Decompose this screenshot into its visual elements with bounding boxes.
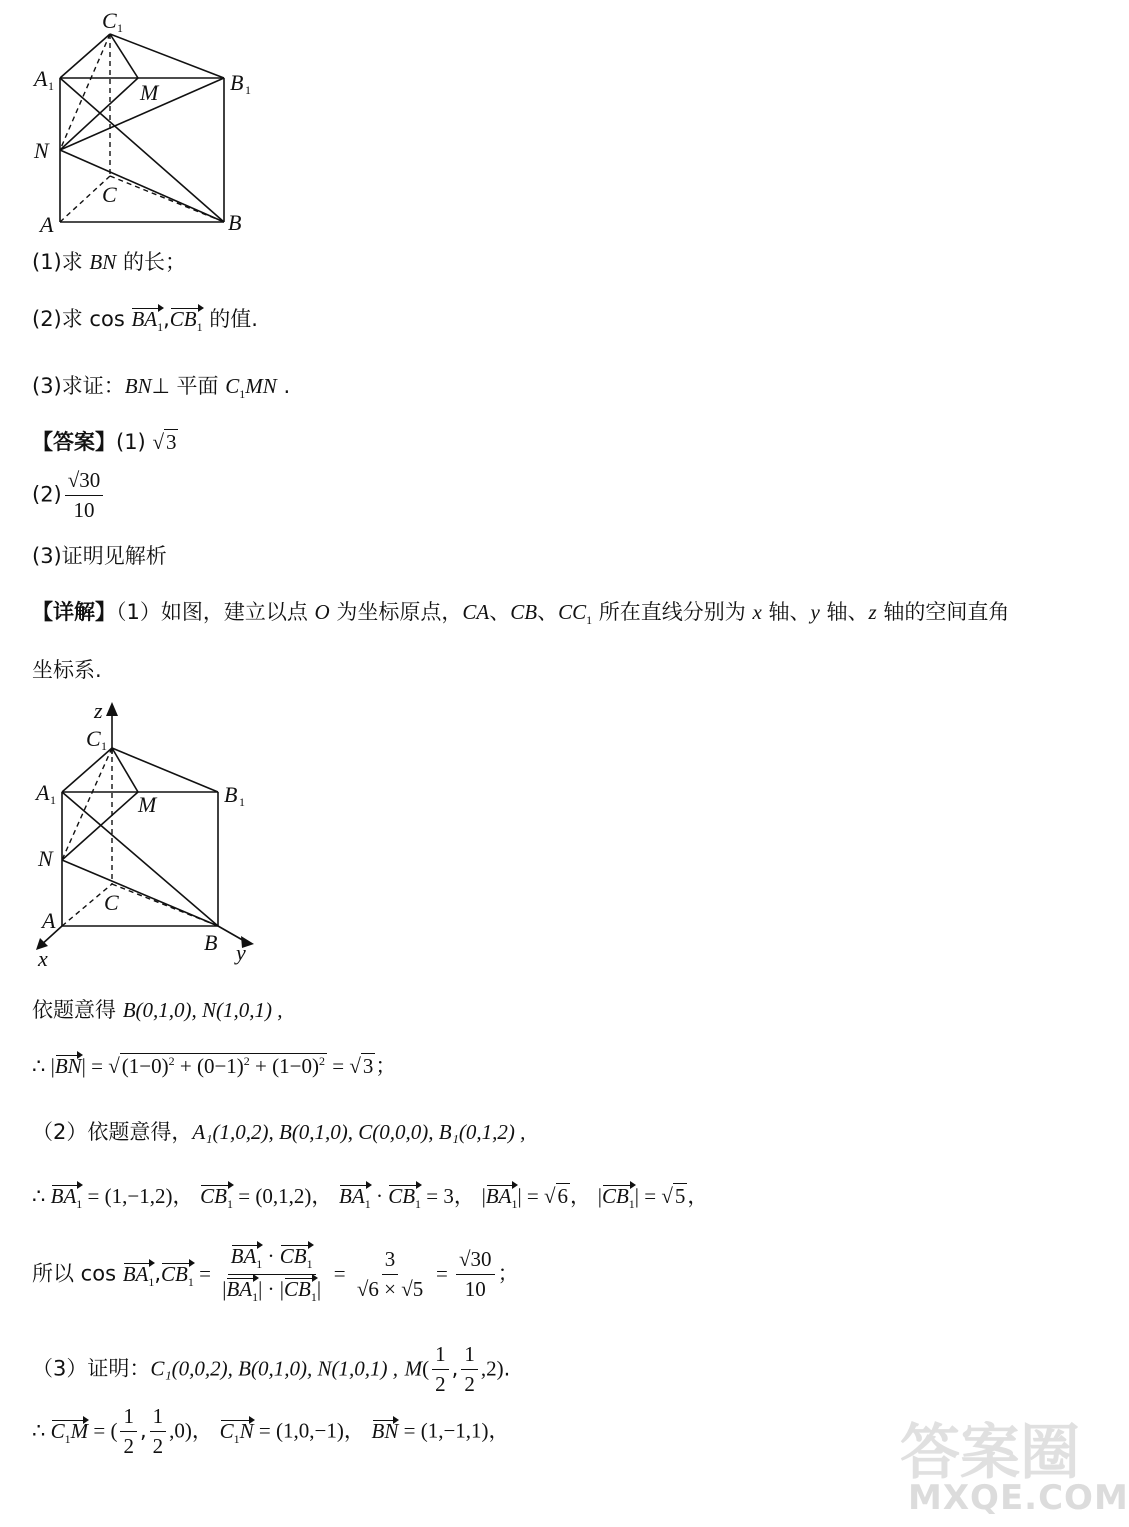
prism-figure-1 [28, 6, 308, 246]
detail-line-7: ∴ $C_1M$ = ( $\frac{1}{2}$ , $\frac{1}{2}$ ,0)， $C_1N = (1,0,-1)$， BN = (1,−1,1)， [32, 1404, 510, 1458]
detail-intro-line2-text: 坐标系. [32, 658, 102, 682]
detail-line-1 [32, 994, 283, 1024]
answer-2: (2) $\frac{√30}{10}$ [32, 468, 106, 523]
svg-text:1: 1 [245, 83, 251, 97]
line3-prefix: （2）依题意得， [32, 1120, 193, 1144]
detail-intro-e: 轴、 [819, 600, 869, 624]
answer-3 [32, 540, 167, 570]
label-C: C [102, 182, 117, 207]
label2-N: N [38, 846, 53, 871]
detail-line-3 [32, 1116, 525, 1146]
svg-text:1: 1 [50, 793, 56, 807]
label2-B: B [204, 930, 218, 955]
label2-A: A [42, 908, 56, 933]
label-B: B [228, 210, 242, 235]
axis-x: x [38, 946, 48, 971]
detail-intro-b: 为坐标原点， [329, 600, 463, 624]
question-1 [32, 246, 186, 276]
q3-var: BN [124, 374, 152, 398]
label-B1: B [230, 70, 244, 95]
answer-1: 【答案】(1) √3 [32, 430, 177, 454]
answer-3-text: (3)证明见解析 [32, 544, 167, 568]
q1-prefix: (1)求 [32, 250, 90, 274]
label2-M: M [138, 792, 157, 817]
line6-prefix: （3）证明： [32, 1356, 151, 1381]
answer-label: 【答案】 [32, 430, 116, 454]
svg-text:1: 1 [239, 795, 245, 809]
axis-y: y [236, 940, 246, 965]
answer-2-num: (2) [32, 482, 62, 507]
q3-perp: ⊥ 平面 [151, 374, 226, 398]
line6-math: C₁(0,0,2), B(0,1,0), N(1,0,1) , [150, 1356, 398, 1381]
q3-suffix: . [276, 374, 291, 398]
label-C1: C [102, 8, 117, 33]
axis-z: z [94, 698, 103, 723]
watermark-site: MXQE.COM [908, 1478, 1129, 1518]
detail-intro-c: 所在直线分别为 [592, 600, 753, 624]
q1-var: BN [89, 250, 117, 274]
svg-text:1: 1 [48, 79, 54, 93]
label2-B1: B [224, 782, 238, 807]
line1-prefix: 依题意得 [32, 998, 123, 1022]
answer-1-num: (1) [116, 430, 146, 454]
line3-math: A₁(1,0,2), B(0,1,0), C(0,0,0), B₁(0,1,2) , [192, 1120, 526, 1144]
svg-text:1: 1 [117, 21, 123, 35]
vec-BA1: $BA_1$ [131, 307, 164, 335]
line1-math: B(0,1,0), N(1,0,1) , [122, 998, 283, 1022]
detail-intro-a: （1）如图，建立以点 [116, 600, 315, 624]
label-A: A [40, 212, 54, 237]
detail-intro-f: 轴的空间直角 [876, 600, 1010, 624]
detail-line-6: （3）证明：C₁(0,0,2), B(0,1,0), N(1,0,1) , M( $\frac{1}{2}$ , $\frac{1}{2}$ ,2). [32, 1342, 511, 1396]
detail-intro: 【详解】（1）如图，建立以点 O 为坐标原点，CA、CB、$CC_1$ 所在直线分别为 x 轴、y 轴、z 轴的空间直角 [32, 600, 1010, 628]
prism-figure-2 [28, 694, 308, 974]
label2-A1: A [36, 780, 50, 805]
q2-prefix: (2)求 cos [32, 307, 132, 331]
question-3: (3)求证：BN⊥ 平面 $C_1MN$ . [32, 374, 291, 402]
q1-suffix: 的长； [116, 250, 186, 274]
label-M: M [140, 80, 159, 105]
detail-intro-line2 [32, 654, 102, 684]
vec-CB1: $CB_1$ [169, 307, 203, 335]
detail-line-2: ∴ $|BN| = √(1-0)^2 + (0-1)^2 + (1-0)^2 = √3$； [32, 1054, 397, 1078]
detail-label: 【详解】 [32, 600, 116, 624]
line5-prefix: 所以 cos [32, 1261, 123, 1286]
svg-text:1: 1 [101, 739, 107, 753]
detail-intro-d: 轴、 [761, 600, 811, 624]
q2-suffix: 的值. [202, 307, 258, 331]
watermark-logo: 答案圈 [900, 1418, 1080, 1488]
detail-line-5: 所以 $\cos BA_1,CB_1$ = $\frac{BA_1 \cdot CB_1}{|BA_1| \cdot |CB_1|}$ = $\frac{3}{√6 \times √5}$ = $\frac{√30}{10}$ ； [32, 1244, 519, 1305]
label-A1: A [34, 66, 48, 91]
label2-C1: C [86, 726, 101, 751]
q3-prefix: (3)求证： [32, 374, 125, 398]
label2-C: C [104, 890, 119, 915]
question-2: (2)求 $\cos BA_1,CB_1$ 的值. [32, 307, 258, 335]
detail-line-4: ∴ $BA_1 = (1,-1,2)$， $CB_1 = (0,1,2)$， $BA_1 \cdot CB_1 = 3$， $|BA_1| = √6$， $|CB_1| = √5$， [32, 1184, 709, 1212]
label-N: N [34, 138, 49, 163]
